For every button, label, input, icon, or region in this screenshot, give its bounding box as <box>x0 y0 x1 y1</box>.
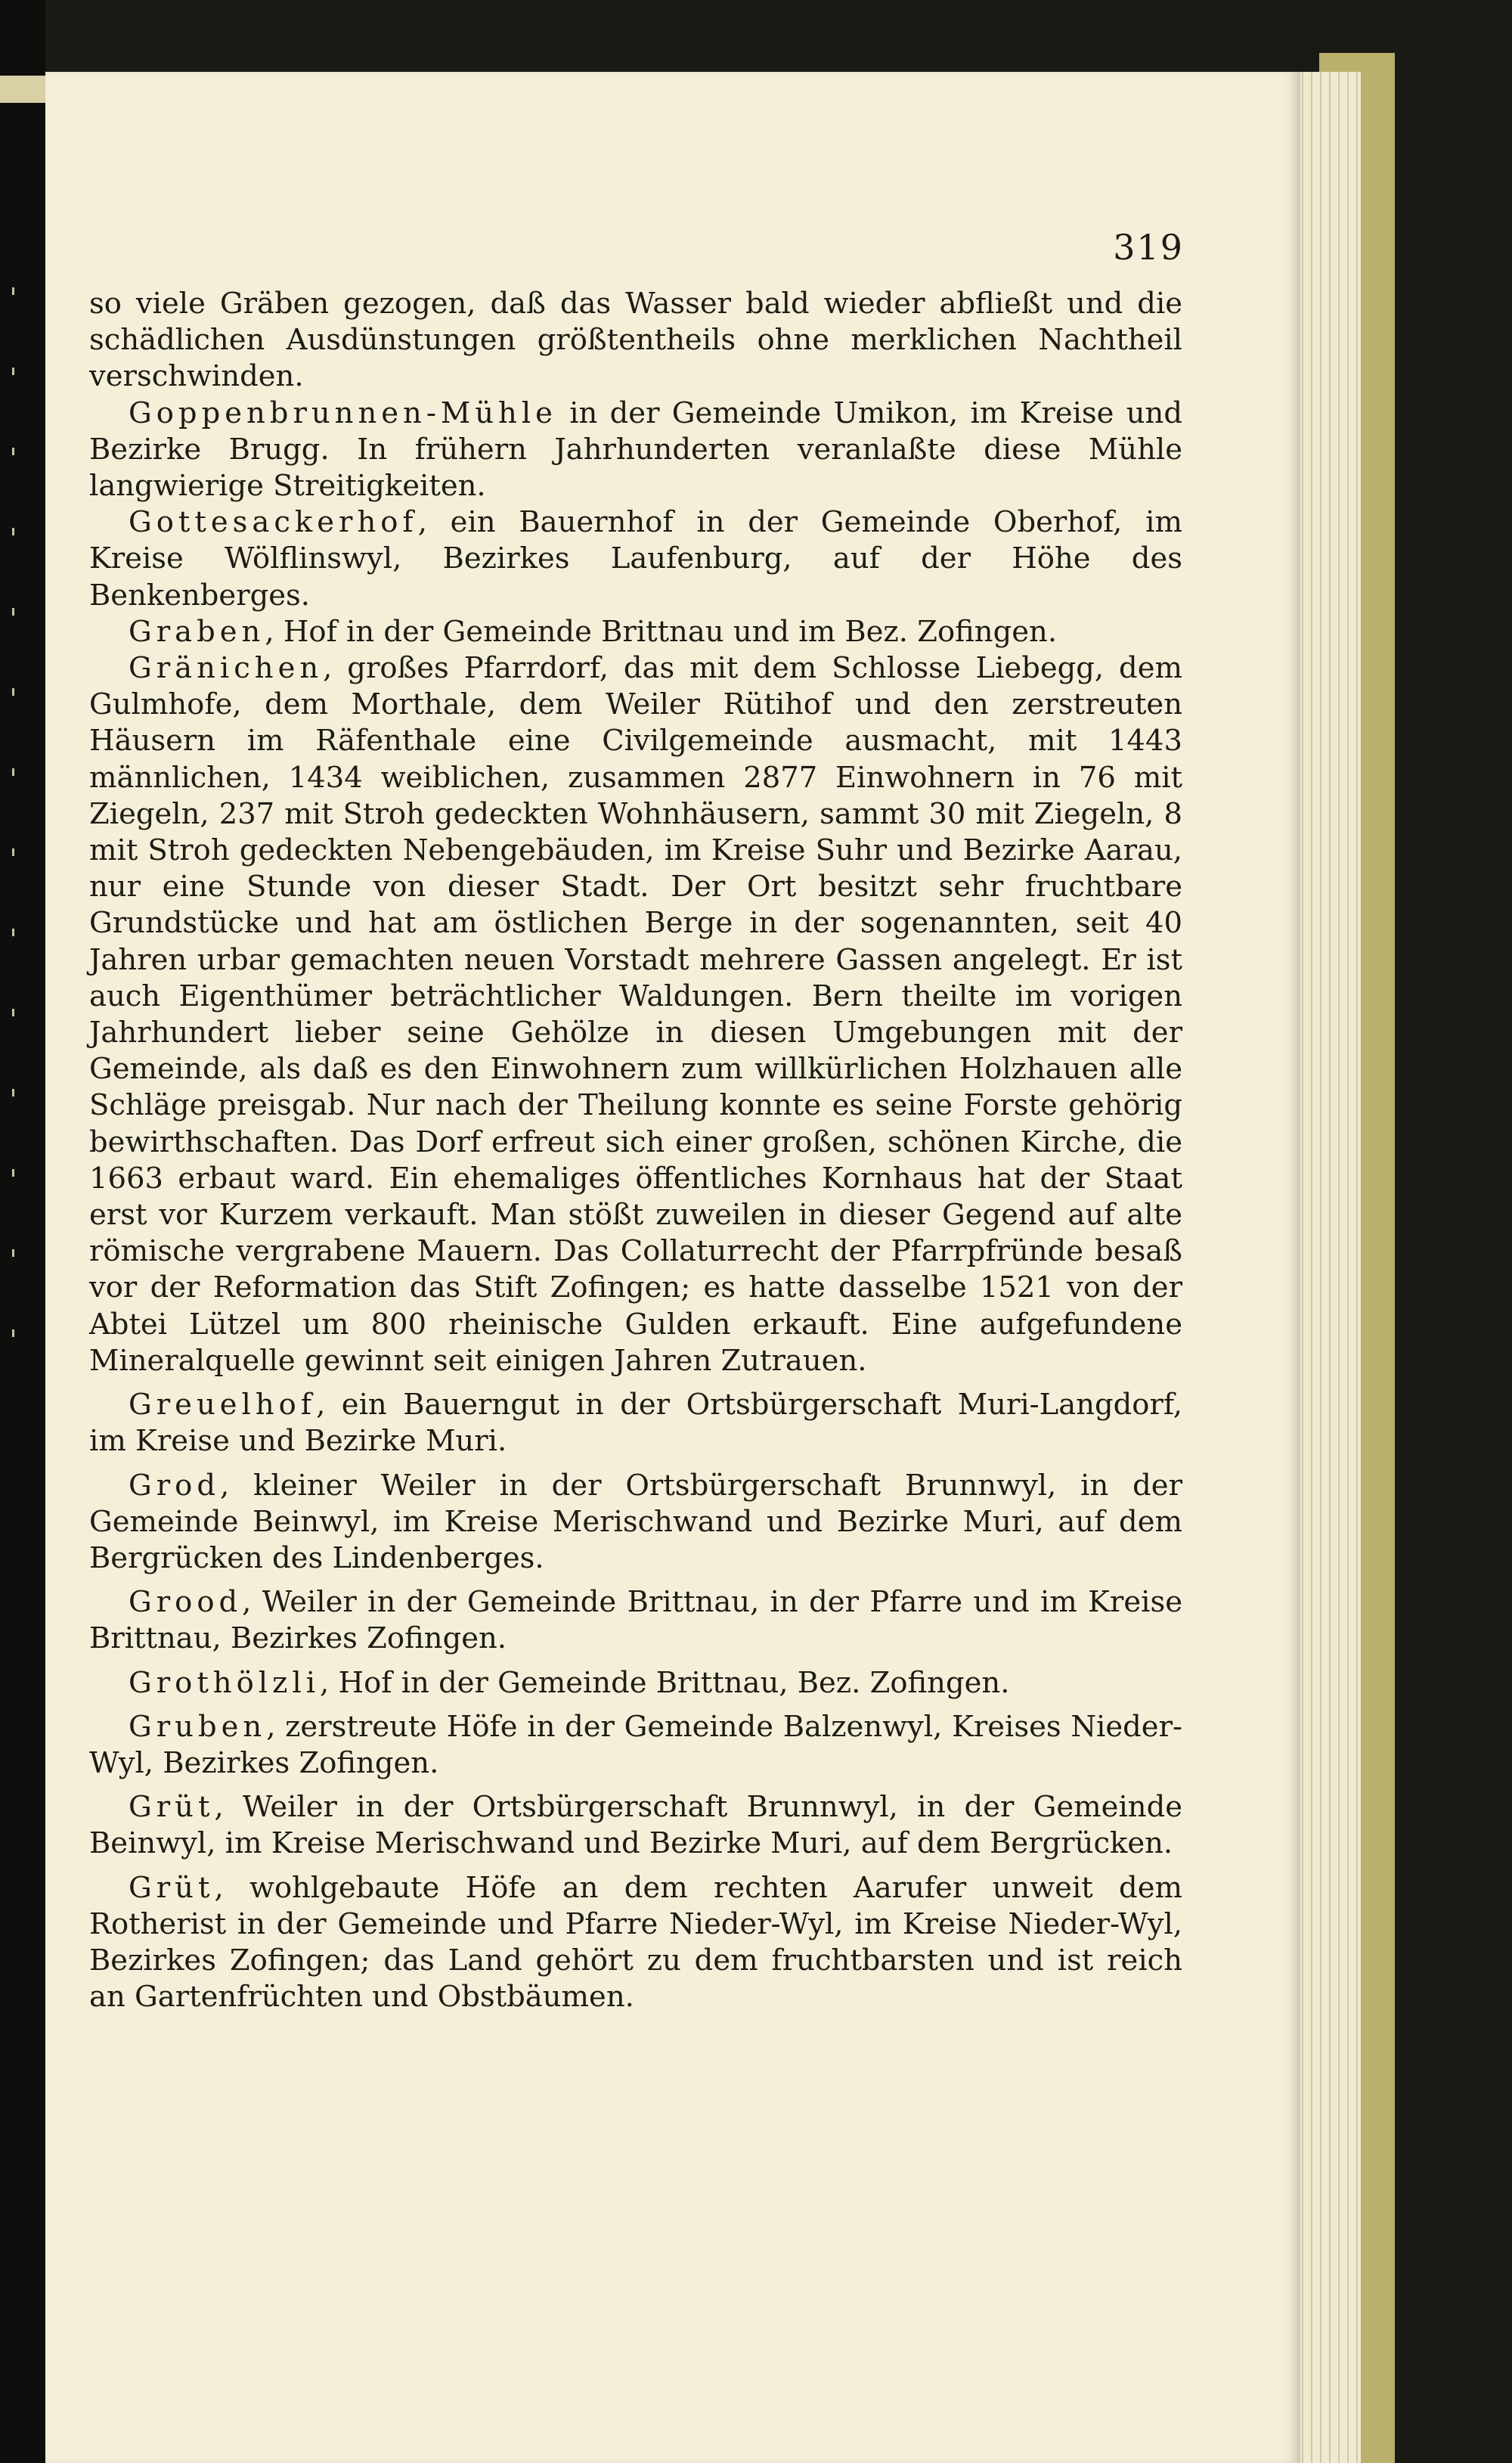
entry-keyword: Gottesackerhof <box>129 505 418 540</box>
entry-text: , zerstreute Höfe in der Gemeinde Balzenwyl, Kreises Nieder-Wyl, Bezirkes Zofingen. <box>89 1709 1182 1780</box>
entry-keyword: Greuelhof <box>129 1388 317 1422</box>
entry-grood <box>89 1584 1182 1657</box>
entry-keyword: Grüt <box>129 1790 215 1825</box>
entry-text: so viele Gräben gezogen, daß das Wasser bald wieder abfließt und die schädlichen Ausdünstungen größtentheils ohne merklichen Nachtheil verschwinden. <box>89 287 1182 394</box>
entry-keyword: Grod <box>129 1468 220 1503</box>
entry-text: , Hof in der Gemeinde Brittnau, Bez. Zofingen. <box>320 1665 1010 1700</box>
entry-keyword: Goppenbrunnen-Mühle <box>129 396 557 430</box>
entry-text: in der Gemeinde Umikon, im Kreise und Bezirke Brugg. In frühern Jahrhunderten veranlaßte diese Mühle langwierige Streitigkeiten. <box>89 396 1182 504</box>
facing-page-text-fragments <box>2 287 29 1422</box>
entry-text: , großes Pfarrdorf, das mit dem Schlosse Liebegg, dem Gulmhofe, dem Morthale, dem Weiler Rütihof und den zerstreuten Häusern im Räfenthale eine Civilgemeinde ausmacht, mit 1443 männlichen, 1434 weiblichen, zusammen 2877 Einwohnern in 76 mit Ziegeln, 237 mit Stroh gedeckten Wohnhäusern, sammt 30 mit Ziegeln, 8 mit Stroh gedeckten Nebengebäuden, im Kreise Suhr und Bezirke Aarau, nur eine Stunde von dieser Stadt. Der Ort besitzt sehr fruchtbare Grundstücke und hat am östlichen Berge in der sogenannten, seit 40 Jahren urbar gemachten neuen Vorstadt mehrere Gassen angelegt. Er ist auch Eigenthümer beträchtlicher Waldungen. Bern theilte im vorigen Jahrhundert lieber seine Gehölze in diesen Umgebungen mit der Gemeinde, als daß es den Einwohnern zum willkürlichen Holzhauen alle Schläge preisgab. Nur nach der Theilung konnte es seine Forste gehörig bewirthschaften. Das Dorf erfreut sich einer großen, schönen Kirche, die 1663 erbaut ward. Ein ehemaliges öffentliches Kornhaus hat der Staat erst vor Kurzem verkauft. Man stößt zuweilen in dieser Gegend auf alte römische vergrabene Mauern. Das Collaturrecht der Pfarrpfründe besaß vor der Reformation das Stift Zofingen; es hatte dasselbe 1521 von der Abtei Lützel um 800 rheinische Gulden erkauft. Eine aufgefundene Mineralquelle gewinnt seit einigen Jahren Zutrauen. <box>89 651 1182 1378</box>
entry-text: , Weiler in der Ortsbürgerschaft Brunnwyl, in der Gemeinde Beinwyl, im Kreise Merischwand und Bezirke Muri, auf dem Bergrücken. <box>89 1790 1182 1861</box>
entry-keyword: Gruben <box>129 1709 267 1744</box>
entry-keyword: Graben <box>129 614 265 649</box>
entry-keyword: Gränichen <box>129 651 324 686</box>
facing-page-edge <box>0 0 45 2463</box>
page-body <box>89 286 1182 2418</box>
entry-gottesackerhof <box>89 504 1182 614</box>
entry-text: , kleiner Weiler in der Ortsbürgerschaft Brunnwyl, in der Gemeinde Beinwyl, im Kreise Merischwand und Bezirke Muri, auf dem Bergrücken des Lindenberges. <box>89 1468 1182 1575</box>
page-number: 319 <box>1113 227 1184 268</box>
entry-greuelhof <box>89 1387 1182 1459</box>
entry-goppenbrunnen <box>89 396 1182 505</box>
entry-gruben <box>89 1709 1182 1782</box>
entry-gruet-hoefe <box>89 1870 1182 2016</box>
entry-grothoelzli <box>89 1665 1182 1701</box>
entry-text: , Weiler in der Gemeinde Brittnau, in der Pfarre und im Kreise Brittnau, Bezirkes Zofingen. <box>89 1585 1182 1656</box>
entry-continuation <box>89 286 1182 396</box>
entry-text: , Hof in der Gemeinde Brittnau und im Bez. Zofingen. <box>265 614 1058 649</box>
entry-graenichen <box>89 650 1182 1379</box>
entry-text: , ein Bauerngut in der Ortsbürgerschaft Muri-Langdorf, im Kreise und Bezirke Muri. <box>89 1388 1182 1459</box>
entry-text: , ein Bauernhof in der Gemeinde Oberhof, im Kreise Wölflinswyl, Bezirkes Laufenburg, auf der Höhe des Benkenberges. <box>89 505 1182 613</box>
entry-graben <box>89 614 1182 650</box>
entry-text: , wohlgebaute Höfe an dem rechten Aarufer unweit dem Rotherist in der Gemeinde und Pfarre Nieder-Wyl, im Kreise Nieder-Wyl, Bezirkes Zofingen; das Land gehört zu dem fruchtbarsten und ist reich an Gartenfrüchten und Obstbäumen. <box>89 1870 1182 2015</box>
entry-keyword: Grothölzli <box>129 1665 321 1700</box>
entry-keyword: Grood <box>129 1585 243 1620</box>
entry-gruet-weiler <box>89 1789 1182 1862</box>
entry-grod <box>89 1468 1182 1577</box>
entry-keyword: Grüt <box>129 1870 215 1905</box>
